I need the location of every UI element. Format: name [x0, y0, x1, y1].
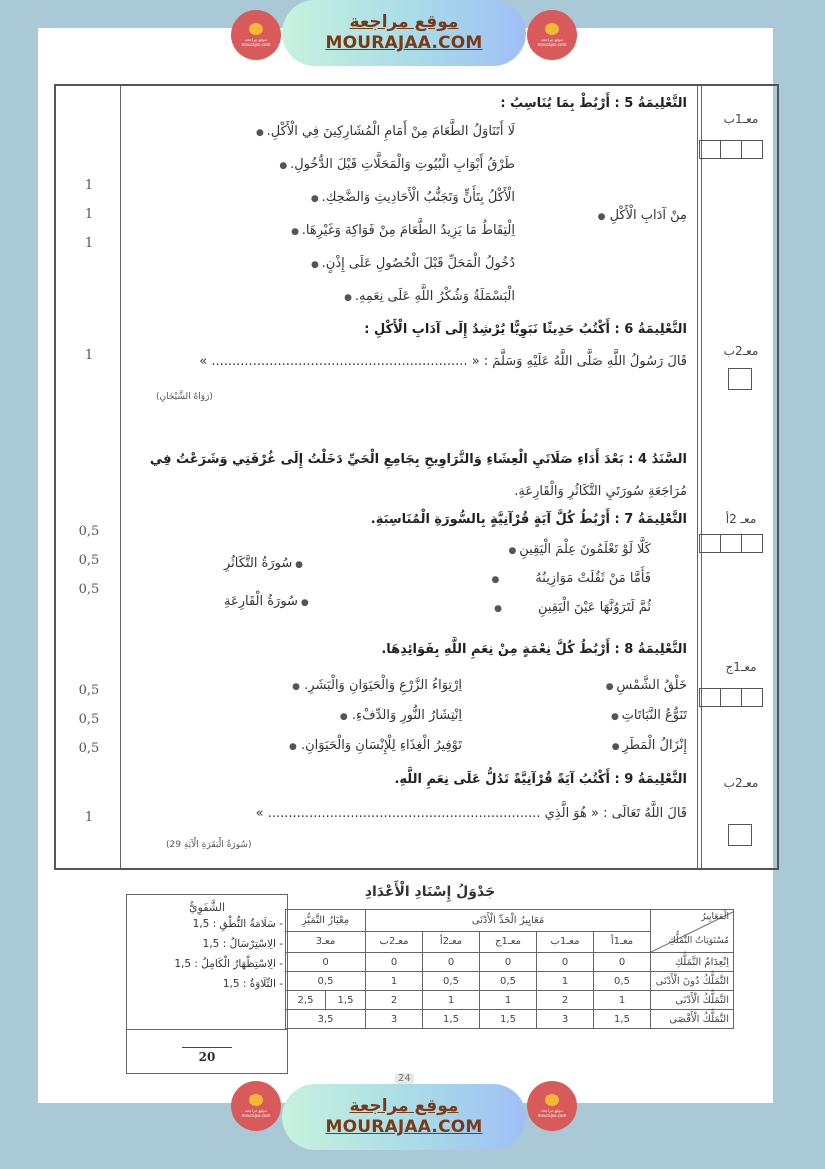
benefit-item	[292, 678, 462, 693]
grading-table	[285, 909, 734, 1029]
bullet-icon: ●	[494, 604, 502, 614]
cell: 1,5	[594, 1010, 651, 1029]
site-logo: موقع مراجعة mourajaa.com	[527, 10, 577, 60]
bullet-icon: ●	[491, 575, 500, 585]
site-banner-bottom[interactable]	[282, 1084, 526, 1150]
row-label: التَّمَلُّكُ الْأَدْنَى	[651, 991, 734, 1010]
hadith-answer-line[interactable]: قَالَ رَسُولُ اللَّهِ صَلَّى اللَّهُ عَلَيْهِ وَسَلَّمَ : « .............................................................. »	[199, 354, 687, 369]
score-value: 0,5	[78, 741, 100, 756]
instruction-8-title: التَّعْلِيمَةُ 8 : أَرْبُطُ كُلَّ نِعْمَةٍ مِنْ نِعَمِ اللَّهِ بِفَوَائِدِهَا.	[381, 642, 687, 657]
book-icon	[545, 1094, 559, 1106]
cell: 1	[423, 991, 480, 1010]
cell: 1	[480, 991, 537, 1010]
criterion-boxes[interactable]	[699, 534, 763, 553]
site-logo: موقع مراجعة mourajaa.com	[527, 1081, 577, 1131]
benefit-item	[289, 738, 462, 753]
verse-answer-line[interactable]: قَالَ اللَّهُ تَعَالَى : « هُوَ الَّذِي .................................................................. »	[255, 806, 687, 821]
grading-table-title: جَدْوَلُ إِسْنَادِ الْأَعْدَادِ	[364, 884, 496, 900]
cell: 2	[537, 991, 594, 1010]
book-icon	[249, 1094, 263, 1106]
verse-source: (سُورَةُ الْبَقَرَةِ الْآيَةِ 29)	[166, 840, 252, 850]
banner-latin: MOURAJAA.COM	[325, 33, 483, 53]
blessing-item: خَلْقُ الشَّمْسِ ●	[606, 678, 687, 693]
cell: 1,5	[423, 1010, 480, 1029]
cell: 0	[423, 953, 480, 972]
bullet-icon: ●	[292, 682, 301, 692]
criterion-label: معـ2ب	[723, 344, 759, 358]
benefit-text: تَوْفِيرُ الْغِذَاءِ لِلْإِنْسَانِ وَالْحَيَوَانِ.	[300, 738, 462, 753]
instruction-7-title: التَّعْلِيمَةُ 7 : أَرْبُطُ كُلَّ آيَةٍ قُرْآنِيَّةٍ بِالسُّورَةِ الْمُنَاسِبَةِ.	[370, 512, 687, 527]
list-item: طَرْقُ أَبْوَابِ الْبُيُوتِ وَالْمَحَلَّاتِ قَبْلَ الدُّخُولِ. ●	[279, 157, 515, 172]
score-value: 0,5	[78, 683, 100, 698]
corner-bottom-label: مُسْتَوَيَاتُ التَّمَلُّكِ	[668, 936, 729, 946]
surah-option: ● سُورَةُ الْقَارِعَةِ	[224, 594, 309, 609]
oral-item: - التِّلَاوَةُ : 1,5	[222, 978, 283, 990]
situation-4-line2: مُرَاجَعَةِ سُورَتَيِ التَّكَاثُرِ وَالْقَارِعَةِ.	[514, 484, 687, 499]
exam-frame	[54, 84, 779, 870]
table-row	[286, 1010, 734, 1029]
total-score: 20	[182, 1047, 232, 1064]
blessing-item: إِنْزَالُ الْمَطَرِ ●	[612, 738, 687, 753]
score-value: 1	[84, 348, 94, 363]
column-header: معـ1ب	[537, 931, 594, 953]
cell: 3	[366, 1010, 423, 1029]
banner-latin: MOURAJAA.COM	[325, 1117, 483, 1137]
banner-arabic: موقع مراجعة	[349, 1096, 459, 1116]
benefit-text: اِرْتِوَاءُ الزَّرْعِ وَالْحَيَوَانِ وَالْبَشَرِ.	[304, 678, 462, 693]
surah-option: ● سُورَةُ التَّكَاثُرِ	[224, 556, 303, 571]
score-column-divider	[120, 86, 121, 868]
column-header: معـ1أ	[594, 931, 651, 953]
column-header: معـ2أ	[423, 931, 480, 953]
verse-item	[491, 571, 651, 586]
column-header: معـ1ج	[480, 931, 537, 953]
criterion-label: معـ2ب	[723, 776, 759, 790]
table-row	[286, 953, 734, 972]
site-logo: موقع مراجعة mourajaa.com	[231, 1081, 281, 1131]
page-number: 24	[395, 1073, 414, 1084]
book-icon	[249, 23, 263, 35]
list-item: لَا أَتَنَاوَلُ الطَّعَامَ مِنْ أَمَامِ الْمُشَارِكِينَ فِي الْأَكْلِ. ●	[256, 124, 515, 139]
cell: 1,5	[326, 991, 366, 1010]
oral-assessment-box	[126, 894, 288, 1074]
cell: 1	[537, 972, 594, 991]
verse-item	[494, 600, 651, 615]
criteria-column-divider	[697, 86, 698, 868]
cell: 1	[594, 991, 651, 1010]
cell: 3	[537, 1010, 594, 1029]
score-value: 0,5	[78, 582, 100, 597]
list-item: اِلْتِقَاطُ مَا يَزِيدُ الطَّعَامَ مِنْ فَوَاكِهَ وَغَيْرِهَا. ●	[291, 223, 515, 238]
situation-4-line1: السَّنَدُ 4 : بَعْدَ أَدَاءِ صَلَاتَيِ الْعِشَاءِ وَالتَّرَاوِيحِ بِجَامِعِ الْحَيِّ دَخَلْتُ إِلَى غُرْفَتِي وَشَرَعْتُ فِي	[149, 452, 687, 467]
oral-item: - سَلَامَةُ النُّطْقِ : 1,5	[192, 918, 283, 930]
criterion-boxes[interactable]	[699, 140, 763, 159]
cell: 0	[286, 953, 366, 972]
cell: 0	[594, 953, 651, 972]
cell: 0	[366, 953, 423, 972]
cell: 0,5	[286, 972, 366, 991]
criterion-box[interactable]	[728, 824, 752, 846]
bullet-icon: ●	[339, 712, 348, 722]
verse-text: فَأَمَّا مَنْ ثَقُلَتْ مَوَازِينُهُ	[535, 571, 651, 586]
instruction-5-title: التَّعْلِيمَةُ 5 : أَرْبُطْ بِمَا يُنَاسِبُ :	[500, 96, 687, 111]
cell: 0,5	[423, 972, 480, 991]
cell: 1,5	[480, 1010, 537, 1029]
grading-corner-cell	[651, 910, 734, 953]
benefit-item	[340, 708, 462, 723]
criteria-column-divider	[701, 86, 702, 868]
score-value: 1	[84, 236, 94, 251]
score-value: 0,5	[78, 553, 100, 568]
instruction-6-title: التَّعْلِيمَةُ 6 : أَكْتُبُ حَدِيثًا نَبَوِيًّا يُرْشِدُ إِلَى آدَابِ الْأَكْلِ :	[364, 322, 687, 337]
site-logo: موقع مراجعة mourajaa.com	[231, 10, 281, 60]
benefit-text: اِنْتِشَارُ النُّورِ وَالدِّفْءِ.	[351, 708, 462, 723]
oral-item: - الِاسْتِظْهَارُ الْكَامِلُ : 1,5	[174, 958, 283, 970]
corner-top-label: الْمَعَايِيرُ	[701, 912, 729, 922]
blessing-item: تَنَوُّعُ النَّبَاتَاتِ ●	[611, 708, 687, 723]
score-value: 1	[84, 207, 94, 222]
verse-item: كَلَّا لَوْ تَعْلَمُونَ عِلْمَ الْيَقِينِ ●	[509, 542, 651, 557]
criterion-box[interactable]	[728, 368, 752, 390]
book-icon	[545, 23, 559, 35]
divider	[127, 1029, 287, 1030]
verse-text: ثُمَّ لَتَرَوُنَّهَا عَيْنَ الْيَقِينِ	[537, 600, 651, 615]
bullet-icon: ●	[288, 742, 297, 752]
match-target-label: مِنْ آدَابِ الْأَكْلِ	[609, 208, 687, 223]
cell: 2	[366, 991, 423, 1010]
column-header: معـ2ب	[366, 931, 423, 953]
cell: 0,5	[594, 972, 651, 991]
list-item: دُخُولُ الْمَحَلِّ قَبْلَ الْحُصُولِ عَلَى إِذْنٍ. ●	[311, 256, 515, 271]
table-row	[286, 991, 734, 1010]
cell: 0	[480, 953, 537, 972]
score-value: 0,5	[78, 712, 100, 727]
table-row	[286, 972, 734, 991]
list-item: الْبَسْمَلَةُ وَشُكْرُ اللَّهِ عَلَى نِعَمِهِ. ●	[344, 289, 515, 304]
cell: 1	[366, 972, 423, 991]
banner-arabic: موقع مراجعة	[349, 12, 459, 32]
row-label: التَّمَلُّكُ دُونَ الْأَدْنَى	[651, 972, 734, 991]
cell: 3,5	[286, 1010, 366, 1029]
cell: 2,5	[286, 991, 326, 1010]
row-label: التَّمَلُّكُ الْأَقْصَى	[651, 1010, 734, 1029]
oral-item: - الِاسْتِرْسَالُ : 1,5	[202, 938, 283, 950]
criterion-label: معـ1ج	[725, 660, 757, 674]
group-min-header: مَعَايِيرُ الْحَدِّ الْأَدْنَى	[366, 910, 651, 932]
criterion-label: معـ 2أ	[725, 512, 757, 526]
score-value: 1	[84, 178, 94, 193]
bullet-icon: ●	[597, 212, 606, 222]
hadith-source: (رَوَاهُ الشَّيْخَانِ)	[156, 392, 213, 402]
criterion-label: معـ1ب	[723, 112, 759, 126]
instruction-9-title: التَّعْلِيمَةُ 9 : أَكْتُبُ آيَةً قُرْآنِيَّةً تَدُلُّ عَلَى نِعَمِ اللَّهِ.	[394, 772, 687, 787]
site-banner-top[interactable]	[282, 0, 526, 66]
cell: 0	[537, 953, 594, 972]
score-value: 1	[84, 810, 94, 825]
column-header: معـ3	[286, 931, 366, 953]
list-item: الْأَكْلُ بِتَأَنٍّ وَتَجَنُّبُ الْأَحَادِيثِ وَالضَّحِكِ. ●	[311, 190, 515, 205]
criterion-boxes[interactable]	[699, 688, 763, 707]
oral-title: الشَّفَوِيُّ	[188, 901, 226, 914]
row-label: اِنْعِدَامُ التَّمَلُّكِ	[651, 953, 734, 972]
score-value: 0,5	[78, 524, 100, 539]
group-excellence-header: مِعْيَارُ التَّمَيُّزِ	[286, 910, 366, 932]
cell: 0,5	[480, 972, 537, 991]
match-target	[598, 208, 687, 223]
